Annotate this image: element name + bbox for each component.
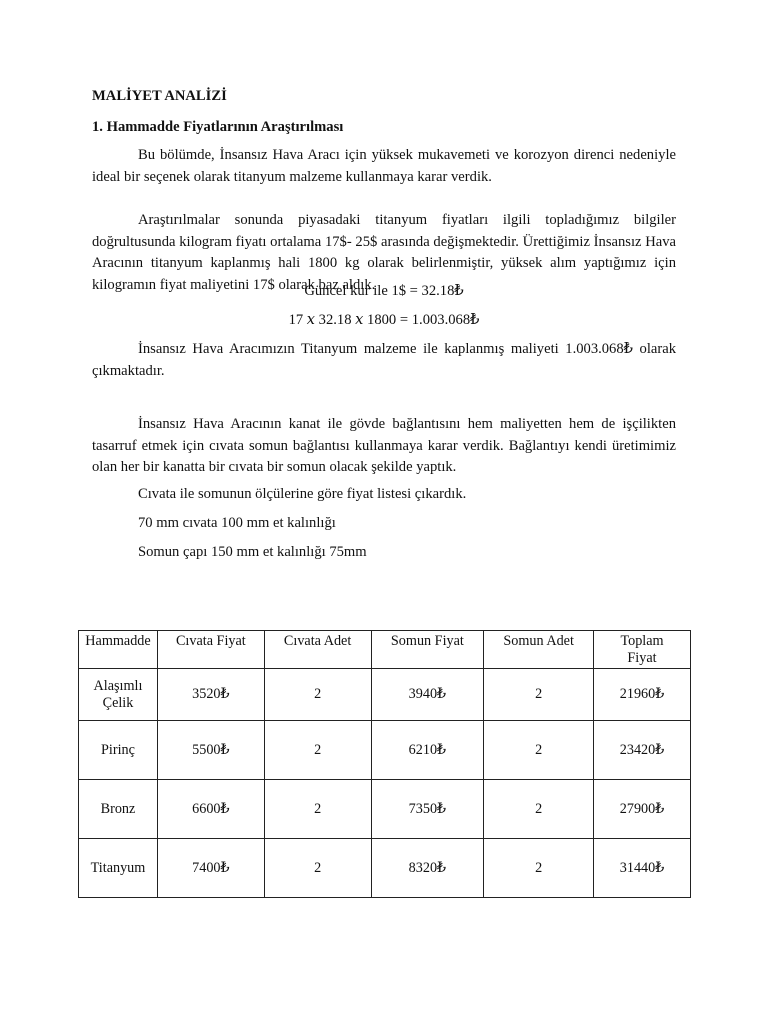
table-cell-material: Alaşımlı Çelik bbox=[79, 669, 158, 721]
paragraph-intro: Bu bölümde, İnsansız Hava Aracı için yüksek mukavemeti ve korozyon direnci nedeniyle ideal bir seçenek olarak titanyum malzeme kullanmaya karar verdik. bbox=[92, 147, 676, 185]
table-cell: 27900₺ bbox=[594, 780, 691, 839]
table-cell: 6210₺ bbox=[371, 721, 484, 780]
table-header-row bbox=[79, 631, 691, 669]
table-cell: 3520₺ bbox=[157, 669, 264, 721]
table-row bbox=[79, 669, 691, 721]
text-nut-size: Somun çapı 150 mm et kalınlığı 75mm bbox=[138, 544, 367, 560]
formula-exchange-rate: Güncel kur ile 1$ = 32.18₺ bbox=[304, 283, 464, 299]
table-cell: 7400₺ bbox=[157, 839, 264, 898]
table-cell: 5500₺ bbox=[157, 721, 264, 780]
table-header-cell: Somun Fiyat bbox=[371, 631, 484, 669]
table-cell: 3940₺ bbox=[371, 669, 484, 721]
table-cell-material: Titanyum bbox=[79, 839, 158, 898]
text-price-list: Cıvata ile somunun ölçülerine göre fiyat listesi çıkardık. bbox=[138, 486, 467, 502]
table-cell: 2 bbox=[264, 839, 371, 898]
table-cell: 21960₺ bbox=[594, 669, 691, 721]
text-bolt-size: 70 mm cıvata 100 mm et kalınlığı bbox=[138, 515, 336, 531]
table-cell: 8320₺ bbox=[371, 839, 484, 898]
table-cell: 2 bbox=[484, 721, 594, 780]
table-cell: 7350₺ bbox=[371, 780, 484, 839]
section-heading: 1. Hammadde Fiyatlarının Araştırılması bbox=[92, 119, 344, 135]
table-row bbox=[79, 839, 691, 898]
table-header-cell: Somun Adet bbox=[484, 631, 594, 669]
table-row bbox=[79, 780, 691, 839]
table-cell: 31440₺ bbox=[594, 839, 691, 898]
table-header-cell: Hammadde bbox=[79, 631, 158, 669]
cost-table bbox=[78, 630, 691, 898]
table-header-cell: Cıvata Adet bbox=[264, 631, 371, 669]
table-cell: 2 bbox=[484, 669, 594, 721]
formula-total-cost: 17 𝑥 32.18 𝑥 1800 = 1.003.068₺ bbox=[288, 312, 480, 328]
table-cell: 2 bbox=[264, 669, 371, 721]
table-header-cell: Toplam Fiyat bbox=[594, 631, 691, 669]
table-cell: 2 bbox=[264, 721, 371, 780]
table-cell: 2 bbox=[264, 780, 371, 839]
table-cell: 2 bbox=[484, 839, 594, 898]
table-cell-material: Bronz bbox=[79, 780, 158, 839]
table-cell-material: Pirinç bbox=[79, 721, 158, 780]
table-cell: 2 bbox=[484, 780, 594, 839]
table-row bbox=[79, 721, 691, 780]
table-header-cell: Cıvata Fiyat bbox=[157, 631, 264, 669]
paragraph-titanium-cost: İnsansız Hava Aracımızın Titanyum malzeme ile kaplanmış maliyeti 1.003.068₺ olarak çıkmaktadır. bbox=[92, 341, 676, 379]
table-cell: 23420₺ bbox=[594, 721, 691, 780]
document-title: MALİYET ANALİZİ bbox=[92, 88, 227, 104]
paragraph-research: Araştırılmalar sonunda piyasadaki titanyum fiyatları ilgili topladığımız bilgiler doğrultusunda kilogram fiyatı ortalama 17$- 25$ arasında değişmektedir. Ürettiğimiz İnsansız Hava Aracının titanyum kaplanmış hali 1800 kg olarak belirlenmiştir, yüksek alım yaptığımız için kilogramın fiyat maliyetini 17$ olarak baz aldık. bbox=[92, 212, 676, 293]
paragraph-bolt-connection: İnsansız Hava Aracının kanat ile gövde bağlantısını hem maliyetten hem de işçilikten tasarruf etmek için cıvata somun bağlantısı kullanmaya karar verdik. Bağlantıyı kendi üretimimiz olan her bir kanatta bir cıvata bir somun olacak şekilde yaptık. bbox=[92, 416, 676, 475]
table-cell: 6600₺ bbox=[157, 780, 264, 839]
